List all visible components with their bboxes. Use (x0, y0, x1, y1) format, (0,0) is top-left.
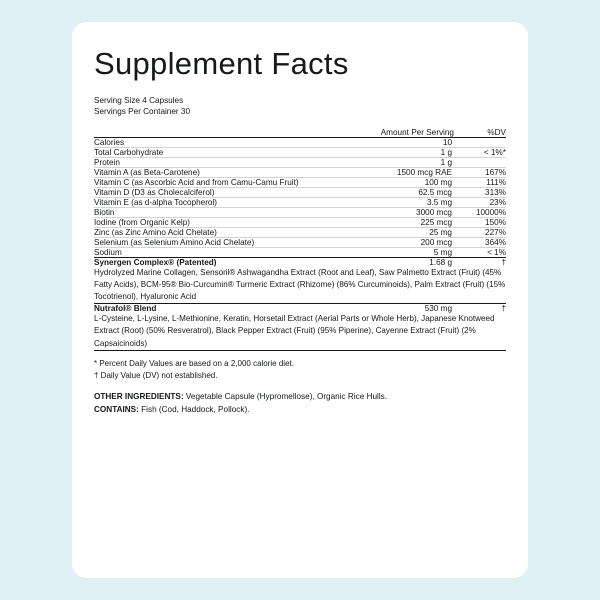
nutrient-dv: 150% (454, 217, 506, 227)
nutrient-name: Biotin (94, 207, 343, 217)
nutrient-amount: 200 mcg (343, 237, 454, 247)
column-header-name (94, 128, 343, 138)
table-header-row (94, 128, 506, 138)
nutrient-dv: 111% (454, 177, 506, 187)
servings-per-container: Servings Per Container 30 (94, 107, 191, 117)
blend-dv: † (501, 257, 506, 267)
footnote-dv-not-established: † Daily Value (DV) not established. (94, 371, 218, 381)
contains-line (94, 404, 506, 417)
supplement-facts-card (72, 22, 528, 578)
nutrient-dv: 364% (454, 237, 506, 247)
nutrient-amount: 225 mcg (343, 217, 454, 227)
nutrient-amount: 10 (343, 137, 454, 147)
table-row (94, 197, 506, 207)
blend-description: Hydrolyzed Marine Collagen, Sensoril® Ashwagandha Extract (Root and Leaf), Saw Palmetto Extract (Fruit) (45% Fatty Acids), BCM-95® Bio-Curcumin® Turmeric Extract (Rhizome) (86% Curcuminoids), Palm Extract (Fruit) (15% Tocotrienol), Hyaluronic Acid (94, 267, 506, 304)
other-ingredients-line (94, 391, 506, 404)
blend-amount: 530 mg (424, 304, 452, 314)
nutrient-name: Vitamin E (as d-alpha Tocopherol) (94, 197, 343, 207)
nutrient-dv: 227% (454, 227, 506, 237)
nutrient-name: Zinc (as Zinc Amino Acid Chelate) (94, 227, 343, 237)
column-header-dv: %DV (454, 128, 506, 138)
other-ingredients-text: Vegetable Capsule (Hypromellose), Organic Rice Hulls. (183, 392, 388, 402)
nutrient-dv: < 1%* (454, 147, 506, 157)
nutrient-name: Iodine (from Organic Kelp) (94, 217, 343, 227)
nutrient-dv: < 1% (454, 247, 506, 257)
blend-row (94, 304, 506, 314)
table-row (94, 167, 506, 177)
contains-label: CONTAINS: (94, 405, 139, 415)
blend-description-row (94, 267, 506, 304)
nutrient-name: Calories (94, 137, 343, 147)
table-row (94, 217, 506, 227)
nutrient-name: Vitamin C (as Ascorbic Acid and from Camu-Camu Fruit) (94, 177, 343, 187)
nutrient-amount: 62.5 mcg (343, 187, 454, 197)
nutrient-name: Sodium (94, 247, 343, 257)
blend-name: Synergen Complex® (Patented) (94, 257, 217, 267)
table-row (94, 207, 506, 217)
table-row (94, 147, 506, 157)
table-row (94, 177, 506, 187)
blend-description-row (94, 313, 506, 350)
nutrient-amount: 3000 mcg (343, 207, 454, 217)
nutrient-dv: 10000% (454, 207, 506, 217)
nutrient-dv (454, 157, 506, 167)
nutrient-amount: 1 g (343, 147, 454, 157)
nutrient-amount: 1500 mcg RAE (343, 167, 454, 177)
table-row (94, 247, 506, 257)
table-row (94, 237, 506, 247)
nutrient-name: Selenium (as Selenium Amino Acid Chelate) (94, 237, 343, 247)
nutrient-name: Vitamin A (as Beta-Carotene) (94, 167, 343, 177)
nutrient-dv: 23% (454, 197, 506, 207)
nutrient-amount: 3.5 mg (343, 197, 454, 207)
table-row (94, 187, 506, 197)
supplement-facts-table (94, 128, 506, 351)
nutrient-dv: 167% (454, 167, 506, 177)
blend-amount: 1.68 g (429, 257, 452, 267)
footnote-daily-value-basis: * Percent Daily Values are based on a 2,000 calorie diet. (94, 358, 294, 368)
blend-description: L-Cysteine, L-Lysine, L-Methionine, Keratin, Horsetail Extract (Aerial Parts or Whole Herb), Japanese Knotweed Extract (Root) (50% Resveratrol), Black Pepper Extract (Fruit) (95% Piperine), Cayenne Extract (Fruit) (2% Capsaicinoids) (94, 313, 506, 350)
other-ingredients-label: OTHER INGREDIENTS: (94, 392, 184, 402)
column-header-amount: Amount Per Serving (343, 128, 454, 138)
contains-text: Fish (Cod, Haddock, Pollock). (138, 405, 250, 415)
nutrient-amount: 5 mg (343, 247, 454, 257)
serving-size: Serving Size 4 Capsules (94, 95, 184, 105)
blend-dv: † (501, 304, 506, 314)
nutrient-name: Total Carbohydrate (94, 147, 343, 157)
blend-row (94, 257, 506, 267)
nutrient-dv (454, 137, 506, 147)
nutrient-dv: 313% (454, 187, 506, 197)
table-row (94, 137, 506, 147)
blend-name: Nutrafol® Blend (94, 304, 157, 314)
table-row (94, 157, 506, 167)
nutrient-amount: 25 mg (343, 227, 454, 237)
page-title: Supplement Facts (94, 46, 349, 81)
nutrient-amount: 1 g (343, 157, 454, 167)
footnotes (94, 358, 506, 383)
table-row (94, 227, 506, 237)
nutrient-amount: 100 mg (343, 177, 454, 187)
nutrient-name: Vitamin D (D3 as Cholecalciferol) (94, 187, 343, 197)
other-ingredients (94, 391, 506, 416)
nutrient-name: Protein (94, 157, 343, 167)
